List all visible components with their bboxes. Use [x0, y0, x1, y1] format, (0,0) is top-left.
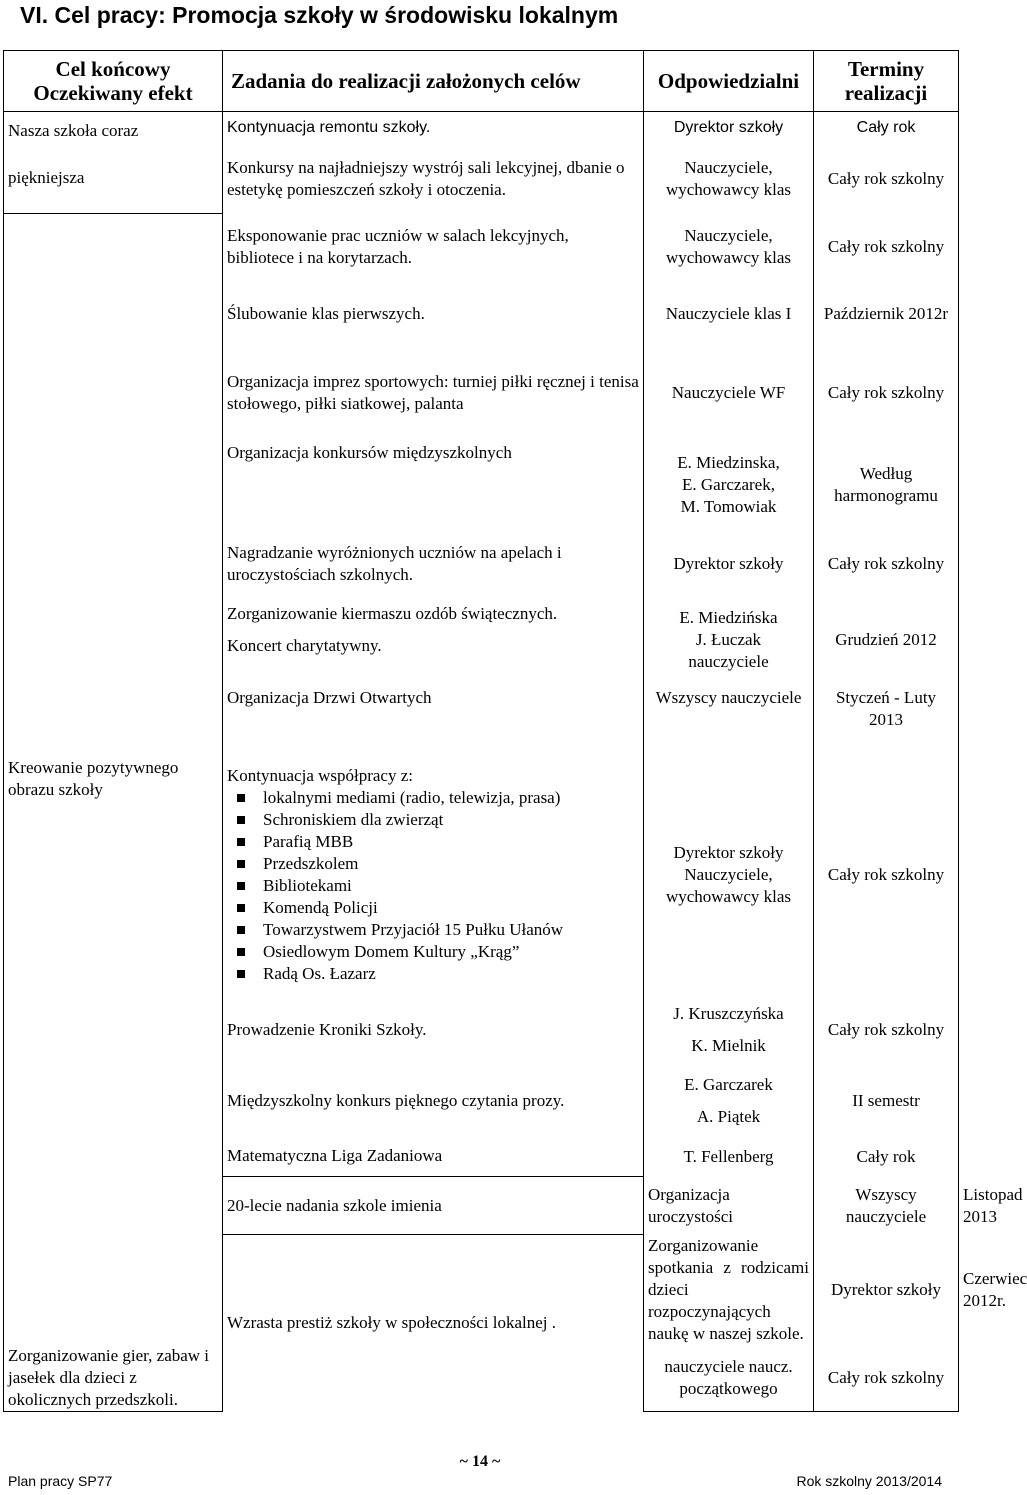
task-cell: Kontynuacja remontu szkoły.: [223, 112, 644, 144]
responsible-cell: Nauczyciele, wychowawcy klas: [644, 144, 814, 214]
header-terms-line1: Terminy: [847, 57, 925, 81]
responsible-cell: Dyrektor szkoły: [814, 1235, 959, 1345]
goal-cell-1b: piękniejsza: [4, 144, 223, 214]
responsible-cell: nauczyciele naucz. początkowego: [644, 1345, 814, 1412]
responsible-line: nauczyciele: [688, 651, 769, 671]
task-cell: Matematyczna Liga Zadaniowa: [223, 1137, 644, 1177]
responsible-cell: [644, 1065, 814, 1137]
responsible-line: J. Kruszczyńska: [673, 1003, 784, 1023]
task-cell: Konkursy na najładniejszy wystrój sali lekcyjnej, dbanie o estetykę pomieszczeń szkoły i otoczenia.: [223, 144, 644, 214]
responsible-line: E. Garczarek,: [682, 475, 775, 494]
table-row: [4, 214, 959, 280]
header-goal-line2: Oczekiwany efekt: [33, 81, 193, 105]
term-cell: Cały rok szkolny: [814, 348, 959, 438]
task-cell: Eksponowanie prac uczniów w salach lekcyjnych, bibliotece i na korytarzach.: [223, 214, 644, 280]
list-item: Radą Os. Łazarz: [263, 963, 639, 985]
task-cell: Zorganizowanie spotkania z rodzicami dzieci rozpoczynających naukę w naszej szkole.: [644, 1235, 814, 1345]
header-tasks: Zadania do realizacji założonych celów: [223, 51, 644, 112]
list-item: Parafią MBB: [263, 831, 639, 853]
term-cell: Styczeń - Luty 2013: [814, 685, 959, 755]
term-cell: Cały rok szkolny: [814, 214, 959, 280]
table-row: 20-lecie nadania szkole imienia Organizacja uroczystości Wszyscy nauczyciele Listopad 2013: [4, 1177, 959, 1235]
table-row: Wzrasta prestiż szkoły w społeczności lokalnej . Zorganizowanie spotkania z rodzicami dzieci rozpoczynających naukę w naszej szkole. Dyrektor szkoły Czerwiec 2012r.: [4, 1235, 959, 1345]
task-cell: Organizacja konkursów międzyszkolnych: [223, 438, 644, 533]
section-title: VI. Cel pracy: Promocja szkoły w środowisku lokalnym: [20, 2, 619, 28]
term-cell: Cały rok: [814, 112, 959, 144]
task-cell: [223, 755, 644, 995]
task-cell: Organizacja uroczystości: [644, 1177, 814, 1235]
responsible-line: A. Piątek: [696, 1106, 761, 1126]
header-responsible: Odpowiedzialni: [644, 51, 814, 112]
list-item: Komendą Policji: [263, 897, 639, 919]
task-cell: Organizacja imprez sportowych: turniej piłki ręcznej i tenisa stołowego, piłki siatkowej, palanta: [223, 348, 644, 438]
responsible-cell: [644, 995, 814, 1065]
header-row: [4, 51, 959, 112]
responsible-cell: Nauczyciele klas I: [644, 280, 814, 348]
task-cell: Międzyszkolny konkurs pięknego czytania prozy.: [223, 1065, 644, 1137]
term-cell: Cały rok: [814, 1137, 959, 1177]
responsible-line: M. Tomowiak: [680, 497, 777, 516]
responsible-line: K. Mielnik: [691, 1035, 766, 1055]
responsible-cell: Nauczyciele WF: [644, 348, 814, 438]
term-cell: Październik 2012r: [814, 280, 959, 348]
header-goal-line1: Cel końcowy: [55, 57, 171, 81]
responsible-line: Dyrektor szkoły: [673, 842, 784, 862]
responsible-cell: Wszyscy nauczyciele: [814, 1177, 959, 1235]
responsible-line: wychowawcy klas: [665, 886, 792, 906]
list-item: Schroniskiem dla zwierząt: [263, 809, 639, 831]
header-terms-line2: realizacji: [844, 81, 928, 105]
term-cell: II semestr: [814, 1065, 959, 1137]
goal-cell-3: 20-lecie nadania szkole imienia: [223, 1177, 644, 1235]
footer-left: Plan pracy SP77: [8, 1473, 113, 1489]
term-cell: Cały rok szkolny: [814, 995, 959, 1065]
list-item: Towarzystwem Przyjaciół 15 Pułku Ułanów: [263, 919, 639, 941]
responsible-cell: T. Fellenberg: [644, 1137, 814, 1177]
plan-table: [3, 50, 1027, 1412]
responsible-cell: Dyrektor szkoły: [644, 112, 814, 144]
cooperation-intro: Kontynuacja współpracy z:: [227, 765, 413, 785]
term-cell: Cały rok szkolny: [814, 533, 959, 595]
term-cell: Cały rok szkolny: [814, 1345, 959, 1412]
responsible-line: E. Miedzinska,: [677, 453, 780, 472]
task-cell: Ślubowanie klas pierwszych.: [223, 280, 644, 348]
task-cell: Organizacja Drzwi Otwartych: [223, 685, 644, 755]
responsible-cell: Wszyscy nauczyciele: [644, 685, 814, 755]
list-item: Bibliotekami: [263, 875, 639, 897]
task-cell: [223, 595, 644, 685]
table-row: [4, 112, 959, 144]
responsible-line: E. Miedzińska: [679, 607, 778, 627]
responsible-cell: [644, 438, 814, 533]
task-line: Zorganizowanie kiermaszu ozdób świątecznych.: [227, 603, 558, 623]
page-number: ~ 14 ~: [459, 1453, 501, 1470]
cooperation-list: [227, 787, 639, 985]
responsible-cell: [644, 595, 814, 685]
goal-cell-2: Kreowanie pozytywnego obrazu szkoły: [4, 214, 223, 1345]
header-goal: [4, 51, 223, 112]
responsible-line: E. Garczarek: [684, 1074, 773, 1094]
term-cell: Według harmonogramu: [814, 438, 959, 533]
term-cell: Cały rok szkolny: [814, 144, 959, 214]
task-cell: Nagradzanie wyróżnionych uczniów na apelach i uroczystościach szkolnych.: [223, 533, 644, 595]
table-row: [4, 144, 959, 214]
task-line: Koncert charytatywny.: [227, 635, 382, 655]
responsible-cell: [644, 755, 814, 995]
term-cell: Grudzień 2012: [814, 595, 959, 685]
responsible-line: Nauczyciele,: [684, 864, 773, 884]
list-item: Osiedlowym Domem Kultury „Krąg”: [263, 941, 639, 963]
list-item: lokalnymi mediami (radio, telewizja, prasa): [263, 787, 639, 809]
task-cell: Zorganizowanie gier, zabaw i jasełek dla dzieci z okolicznych przedszkoli.: [4, 1345, 223, 1412]
responsible-cell: Dyrektor szkoły: [644, 533, 814, 595]
term-cell: Cały rok szkolny: [814, 755, 959, 995]
responsible-cell: Nauczyciele, wychowawcy klas: [644, 214, 814, 280]
task-cell: Prowadzenie Kroniki Szkoły.: [223, 995, 644, 1065]
responsible-line: J. Łuczak: [695, 629, 762, 649]
footer-right: Rok szkolny 2013/2014: [796, 1473, 942, 1489]
list-item: Przedszkolem: [263, 853, 639, 875]
header-terms: [814, 51, 959, 112]
goal-cell-1a: Nasza szkoła coraz: [4, 112, 223, 144]
goal-cell-4: Wzrasta prestiż szkoły w społeczności lokalnej .: [223, 1235, 644, 1412]
